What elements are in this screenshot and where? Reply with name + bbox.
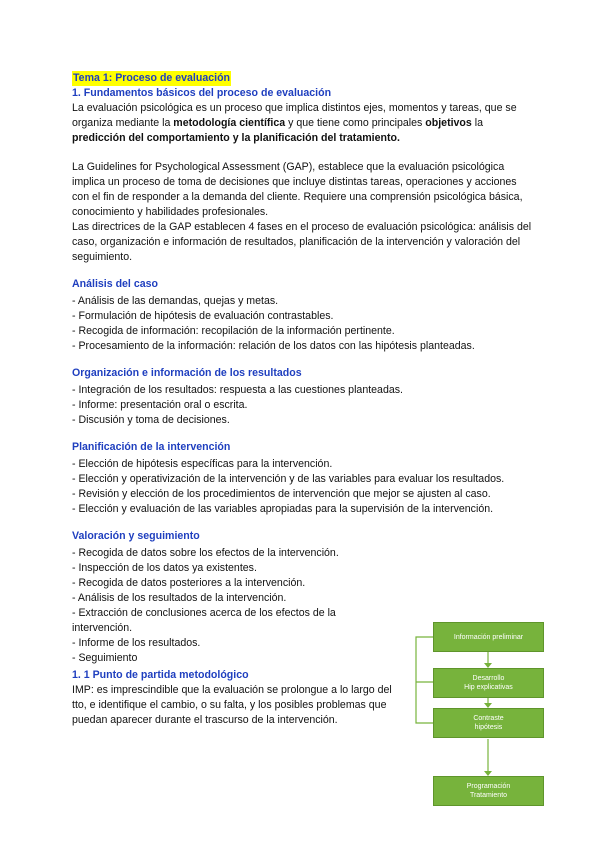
list-item: - Recogida de datos posteriores a la intervención.: [72, 577, 306, 589]
list-item: - Integración de los resultados: respuesta a las cuestiones planteadas.: [72, 384, 403, 396]
punto-partida-section: [72, 668, 402, 728]
section1-paragraph-3: Las directrices de la GAP establecen 4 fases en el proceso de evaluación psicológica: análisis del caso, organización e información de resultados, planificación de la intervención y valoración del seguimiento.: [72, 221, 532, 263]
section1-paragraph-1: [72, 101, 532, 146]
loop-connector-line: [416, 637, 433, 723]
list-item: - Seguimiento: [72, 652, 138, 664]
p1-bold-objetivos: objetivos: [425, 117, 472, 129]
section1-paragraph-2: La Guidelines for Psychological Assessment (GAP), establece que la evaluación psicológica implica un proceso de toma de decisiones que incluye distintas tareas, operaciones y acciones con el fin de responder a la demanda del cliente. Requiere una comprensión psicológica básica, conocimiento y habilidades profesionales.: [72, 161, 523, 218]
p1-text-e: la: [471, 117, 484, 129]
p1-bold-metodologia: metodología científica: [173, 117, 286, 129]
list-item: - Elección de hipótesis específicas para la intervención.: [72, 458, 333, 470]
list-item: - Inspección de los datos ya existentes.: [72, 562, 257, 574]
list-item: - Análisis de las demandas, quejas y metas.: [72, 295, 279, 307]
list-item: - Informe: presentación oral o escrita.: [72, 399, 248, 411]
flow-box-label: Tratamiento: [469, 792, 508, 799]
p1-text-c: y que tiene como principales: [285, 117, 426, 129]
list-item: - Discusión y toma de decisiones.: [72, 414, 230, 426]
list-item: - Recogida de datos sobre los efectos de la intervención.: [72, 547, 339, 559]
analisis-heading: Análisis del caso: [72, 278, 158, 290]
list-item: - Análisis de los resultados de la intervención.: [72, 592, 287, 604]
planificacion-section: [72, 440, 532, 517]
organizacion-section: [72, 366, 532, 428]
organizacion-heading: Organización e información de los resultados: [72, 367, 302, 379]
list-item: - Procesamiento de la información: relación de los datos con las hipótesis planteadas.: [72, 340, 475, 352]
list-item: - Elección y operativización de la intervención y de las variables para evaluar los resultados.: [72, 473, 505, 485]
list-item: - Extracción de conclusiones acerca de los efectos de la intervención.: [72, 607, 336, 634]
flow-diagram: [406, 620, 576, 810]
flow-box-label: Contraste: [473, 715, 504, 722]
list-item: - Recogida de información: recopilación de la información pertinente.: [72, 325, 395, 337]
flow-box-label: Hip explicativas: [464, 684, 513, 691]
flow-box-contraste: [433, 708, 544, 738]
document-title: Tema 1: Proceso de evaluación: [73, 72, 231, 84]
list-item: - Elección y evaluación de las variables apropiadas para la supervisión de la intervención.: [72, 503, 494, 515]
flow-box-label: Información preliminar: [453, 633, 524, 641]
p1-text-a: La evaluación psicológica es un proceso que implica distintos ejes, momentos y tareas, que se organiza mediante la: [72, 102, 517, 129]
list-item: - Formulación de hipótesis de evaluación contrastables.: [72, 310, 334, 322]
flow-box-label: Desarrollo: [472, 675, 505, 682]
p1-bold-prediccion: predicción del comportamiento y la planificación del tratamiento.: [72, 132, 400, 144]
planificacion-heading: Planificación de la intervención: [72, 441, 231, 453]
list-item: - Revisión y elección de los procedimientos de intervención que mejor se ajusten al caso.: [72, 488, 491, 500]
flow-box-programacion: [433, 776, 544, 806]
flow-box-desarrollo: [433, 668, 544, 698]
list-item: - Informe de los resultados.: [72, 637, 201, 649]
document-body: [72, 71, 532, 666]
flow-box-label: hipótesis: [474, 724, 503, 731]
punto-partida-heading: 1. 1 Punto de partida metodológico: [72, 669, 249, 681]
flow-box-label: Programación: [466, 783, 511, 790]
punto-partida-text: IMP: es imprescindible que la evaluación se prolongue a lo largo del tto, e identifique el cambio, o su falta, y los posibles problemas que puedan aparecer durante el trascurso de la intervención.: [72, 684, 392, 726]
flow-box-informacion: [433, 622, 544, 652]
analisis-section: [72, 277, 532, 354]
section1-heading: 1. Fundamentos básicos del proceso de evaluación: [72, 87, 332, 99]
valoracion-section: [72, 529, 362, 666]
valoracion-heading: Valoración y seguimiento: [72, 530, 200, 542]
